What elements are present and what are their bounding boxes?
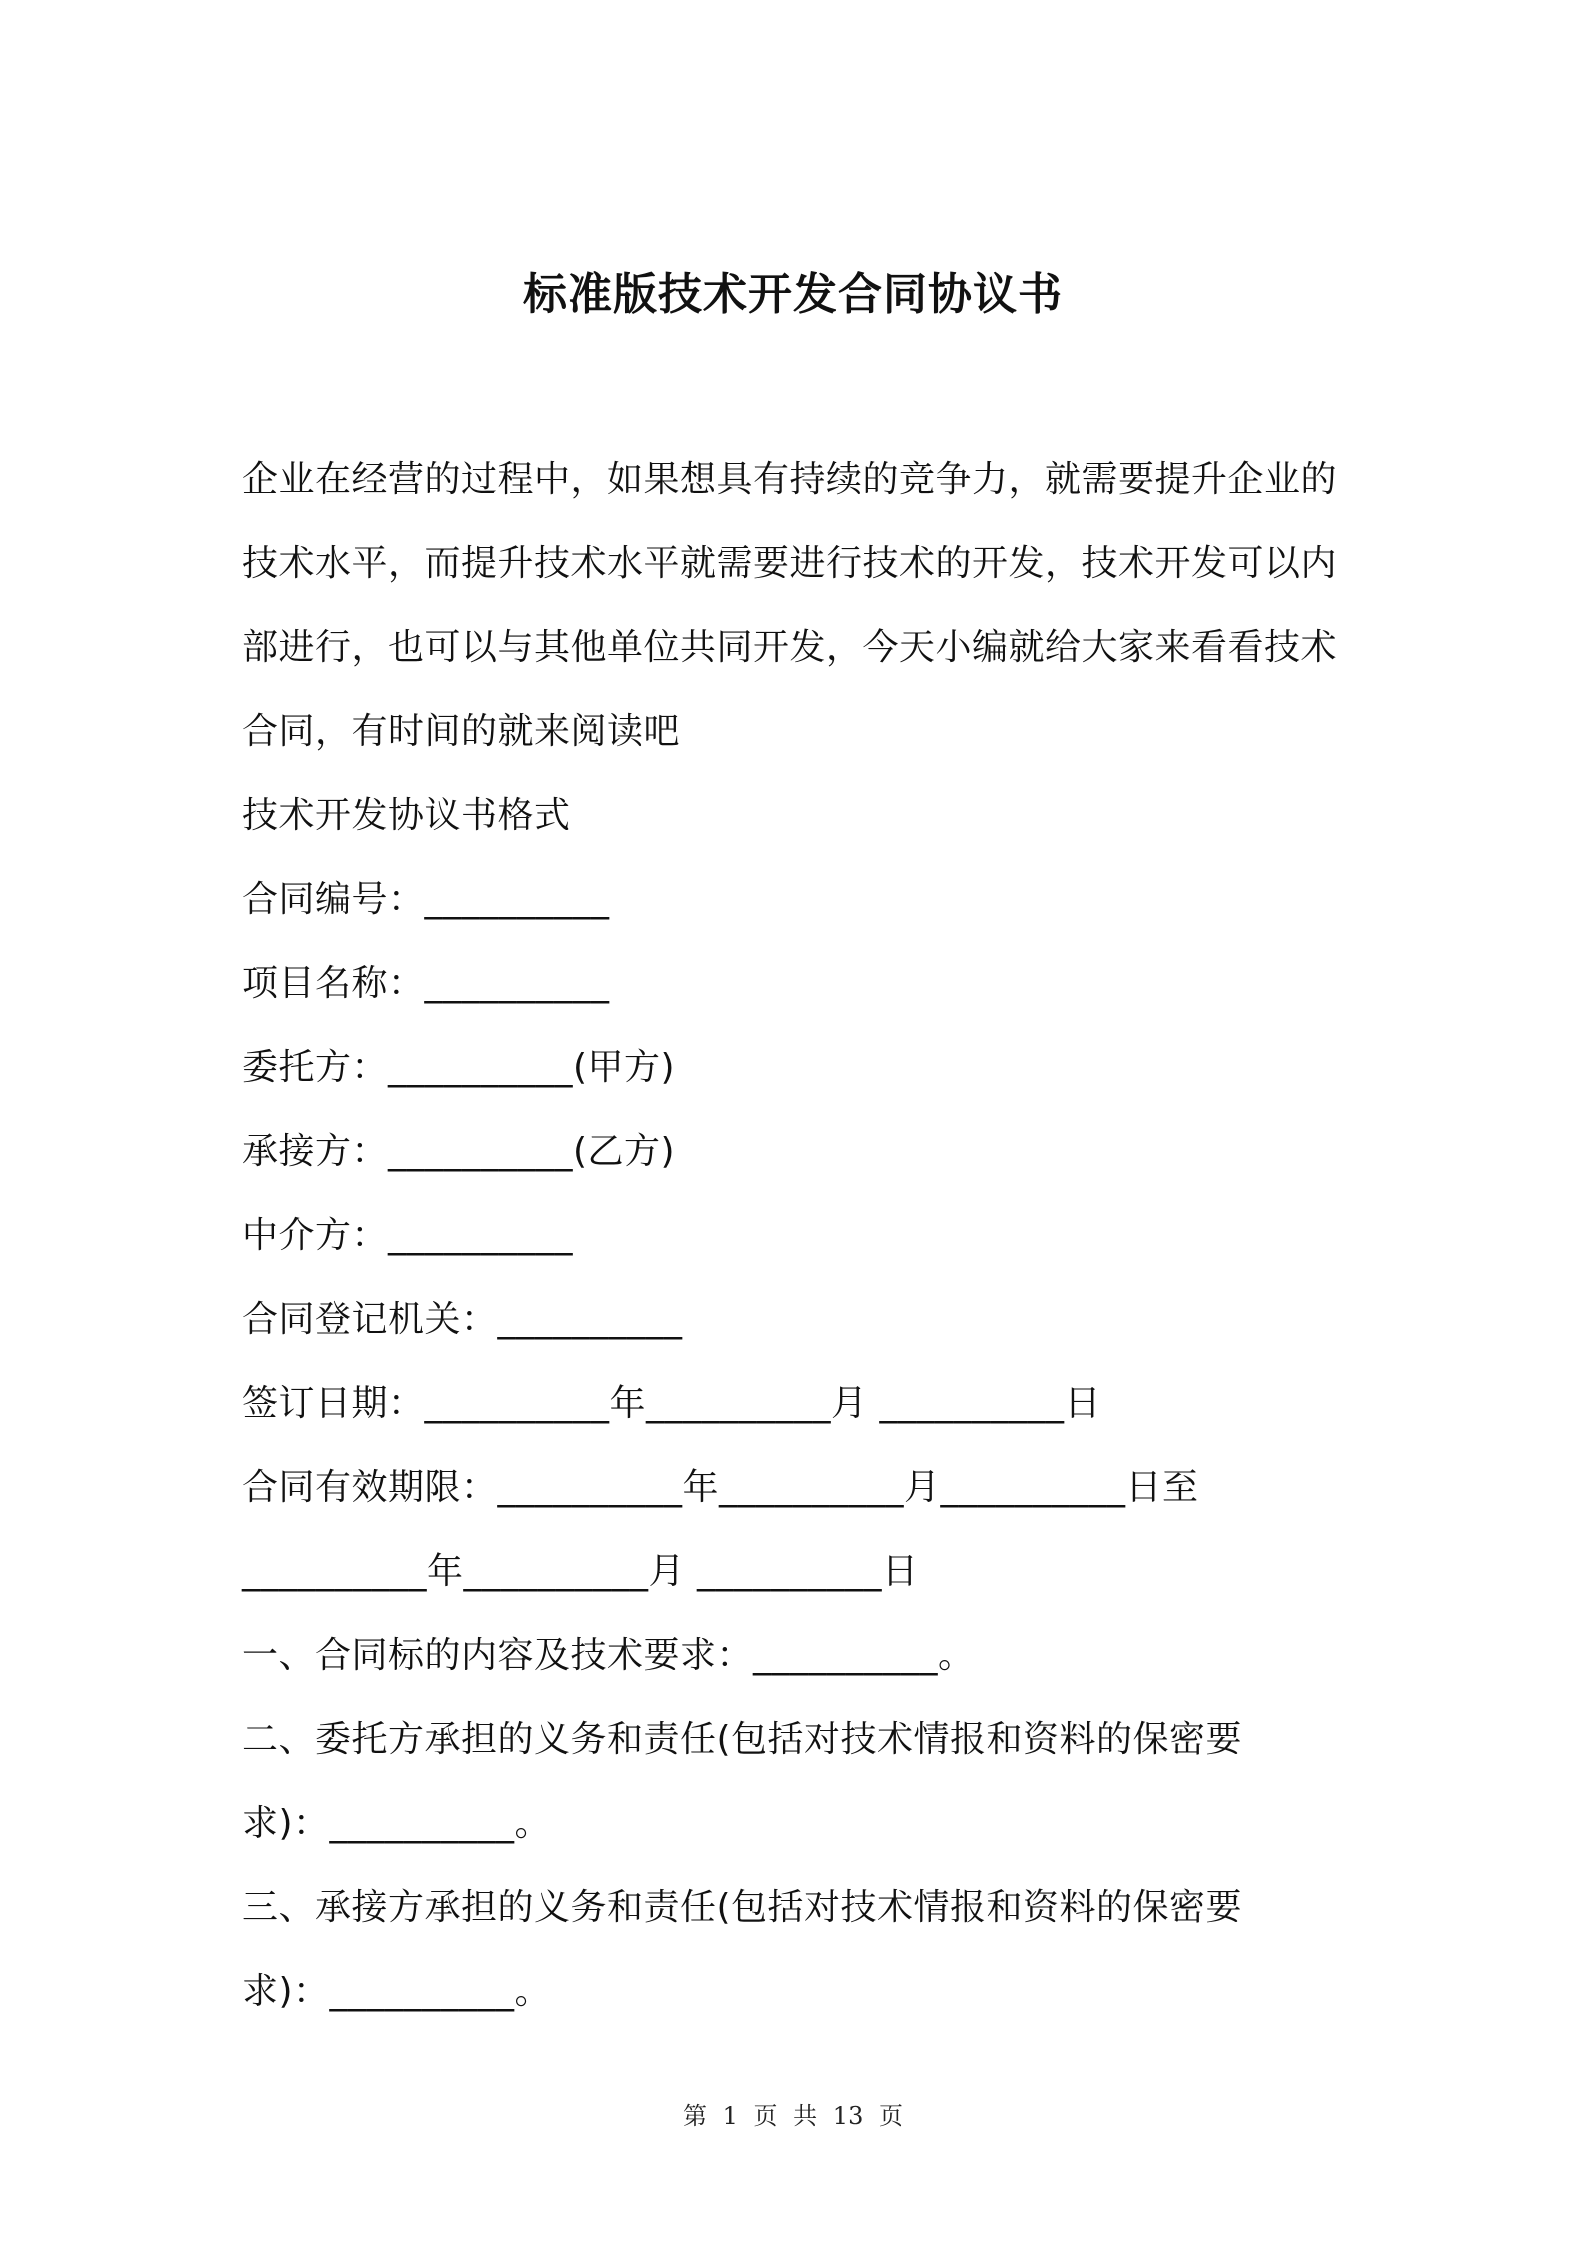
contract-number-field: 合同编号：__________ [242, 879, 610, 920]
section-heading: 技术开发协议书格式 [242, 795, 571, 836]
clause-2: 二、委托方承担的义务和责任(包括对技术情报和资料的保密要 [242, 1719, 1243, 1760]
page-number: 第 1 页 共 13 页 [683, 2102, 903, 2130]
clause-1: 一、合同标的内容及技术要求：__________。 [242, 1635, 975, 1676]
validity-period-field: 合同有效期限：__________年__________月__________日至 [242, 1467, 1199, 1508]
project-name-field: 项目名称：__________ [242, 963, 610, 1004]
intro-line-4: 合同，有时间的就来阅读吧 [242, 711, 681, 752]
registration-authority-field: 合同登记机关：__________ [242, 1299, 683, 1340]
intermediary-field: 中介方：__________ [242, 1215, 574, 1256]
document-body [242, 438, 1362, 2034]
client-field: 委托方：__________(甲方) [242, 1047, 676, 1088]
clause-2-cont: 求)：__________。 [242, 1803, 552, 1844]
document-title: 标准版技术开发合同协议书 [523, 269, 1063, 320]
clause-3: 三、承接方承担的义务和责任(包括对技术情报和资料的保密要 [242, 1887, 1243, 1928]
clause-3-cont: 求)：__________。 [242, 1971, 552, 2012]
contractor-field: 承接方：__________(乙方) [242, 1131, 676, 1172]
validity-period-end: __________年__________月 __________日 [242, 1551, 919, 1592]
intro-line-2: 技术水平，而提升技术水平就需要进行技术的开发，技术开发可以内 [242, 543, 1338, 584]
signing-date-field: 签订日期：__________年__________月 __________日 [242, 1383, 1101, 1424]
intro-line-1: 企业在经营的过程中，如果想具有持续的竞争力，就需要提升企业的 [242, 459, 1338, 500]
intro-line-3: 部进行，也可以与其他单位共同开发，今天小编就给大家来看看技术 [242, 627, 1338, 668]
